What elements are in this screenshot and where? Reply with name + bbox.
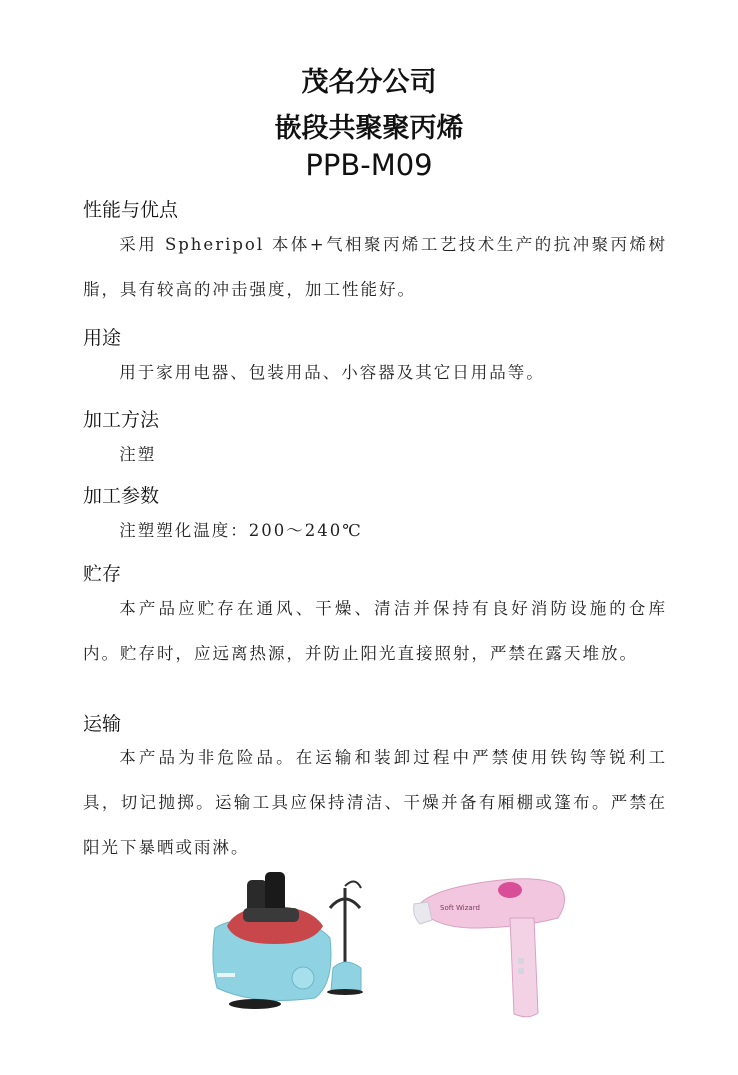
- section-heading-processing-parameters: 加工参数: [83, 485, 160, 507]
- section-body-usage: 用于家用电器、包装用品、小容器及其它日用品等。: [119, 363, 545, 382]
- dryer-label: Soft Wizard: [440, 904, 480, 912]
- section-heading-storage: 贮存: [83, 563, 122, 585]
- hair-dryer-image: [414, 879, 565, 1017]
- section-body-storage: 本产品应贮存在通风、干燥、清洁并保持有良好消防设施的仓库内。贮存时，应远离热源，并防止阳光直接照射，严禁在露天堆放。: [83, 599, 667, 663]
- section-heading-performance: 性能与优点: [83, 199, 179, 221]
- grade-title: PPB-M09: [305, 148, 433, 182]
- product-name-title: 嵌段共聚聚丙烯: [274, 113, 464, 144]
- product-images: [195, 868, 575, 1023]
- section-body-processing-method: 注塑: [119, 445, 157, 464]
- section-body-transport: 本产品为非危险品。在运输和装卸过程中严禁使用铁钩等锐利工具，切记抛掷。运输工具应保持清洁、干燥并备有厢棚或篷布。严禁在阳光下暴晒或雨淋。: [83, 748, 667, 857]
- section-heading-processing-method: 加工方法: [83, 409, 160, 431]
- section-body-processing-parameters: 注塑塑化温度：200～240℃: [119, 521, 363, 540]
- section-heading-usage: 用途: [83, 327, 122, 349]
- section-body-performance: 采用 Spheripol 本体+气相聚丙烯工艺技术生产的抗冲聚丙烯树脂，具有较高的冲击强度，加工性能好。: [83, 235, 667, 299]
- garment-steamer-image: [213, 872, 363, 1009]
- company-title: 茂名分公司: [301, 67, 437, 98]
- section-heading-transport: 运输: [83, 713, 122, 735]
